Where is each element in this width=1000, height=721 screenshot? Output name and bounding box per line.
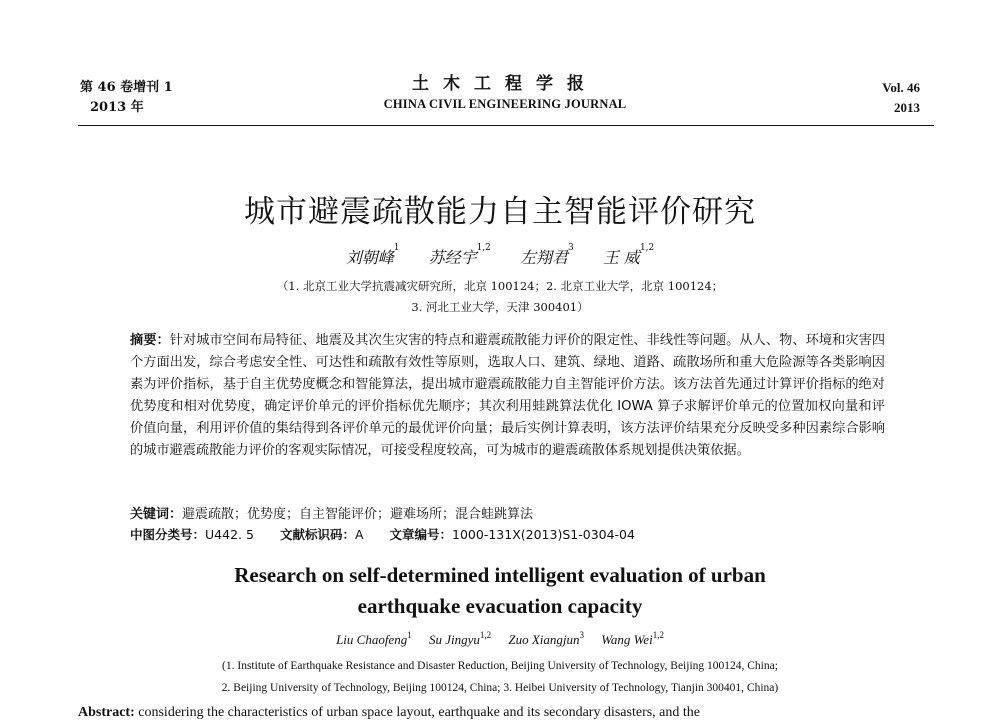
abstract-text: 针对城市空间布局特征、地震及其次生灾害的特点和避震疏散能力评价的限定性、非线性等问题。从人、物、环境和灾害四个方面出发，综合考虑安全性、可达性和疏散有效性等原则，选取人口、建筑、绿地、道路、疏散场所和重大危险源等各类影响因素为评价指标，基于自主优势度概念和智能算法，提出城市避震疏散能力自主智能评价方法。该方法首先通过计算评价指标的绝对优势度和相对优势度，确定评价单元的评价指标优先顺序；其次利用蛙跳算法优化 IOWA 算子求解评价单元的位置加权向量和评价值向量，利用评价值的集结得到各评价单元的最优评价向量；最后实例计算表明，该方法评价结果充分反映受多种因素综合影响的城市避震疏散能力评价的客观实际情况，可接受程度较高，可为城市的避震疏散体系规划提供决策依据。 — [130, 333, 886, 458]
author-en: Wang Wei$^{1,2}$ — [601, 630, 664, 647]
abstract-en-label: Abstract: — [78, 705, 135, 720]
author-zh: 刘朝峰$^1$ — [345, 243, 400, 267]
keywords-label: 关键词： — [130, 507, 183, 522]
volume-info — [882, 78, 920, 118]
doc-code-value: A — [354, 527, 364, 542]
author-en: Zuo Xiangjun$^3$ — [508, 630, 585, 647]
abstract-zh — [130, 330, 885, 461]
volume-number: Vol. 46 — [882, 80, 920, 95]
affiliation-en-line: (1. Institute of Earthquake Resistance and Disaster Reduction, Beijing University of Technology, Beijing 100124, China; — [222, 660, 778, 672]
author-zh: 王 威$^{1,2}$ — [602, 243, 655, 267]
author-en: Su Jingyu$^{1,2}$ — [428, 630, 492, 647]
issue-year: 2013 年 — [90, 100, 144, 115]
keywords-zh — [130, 503, 890, 522]
title-en-line: earthquake evacuation capacity — [357, 594, 643, 618]
abstract-label: 摘要： — [130, 333, 170, 348]
author-zh: 苏经宇$^{1,2}$ — [428, 243, 491, 267]
issue-volume: 第 46 卷增刊 1 — [80, 80, 173, 95]
doc-code-label: 文献标识码： — [279, 527, 355, 542]
journal-title-en: CHINA CIVIL ENGINEERING JOURNAL — [383, 97, 627, 111]
article-no-label: 文章编号： — [389, 527, 453, 542]
classification-line — [130, 525, 890, 543]
keywords-text: 避震疏散；优势度；自主智能评价；避难场所；混合蛙跳算法 — [182, 507, 534, 522]
abstract-en — [78, 705, 938, 721]
affiliations-zh — [0, 276, 1000, 318]
journal-title — [340, 72, 670, 112]
article-title-en — [0, 560, 1000, 622]
abstract-en-text: considering the characteristics of urban space layout, earthquake and its secondary disasters, and the — [138, 705, 701, 720]
affiliation-zh-line: 3. 河北工业大学，天津 300401） — [411, 300, 589, 314]
clc-value: U442. 5 — [205, 527, 254, 542]
issue-info — [80, 78, 173, 118]
title-en-line: Research on self-determined intelligent evaluation of urban — [234, 563, 766, 587]
authors-zh — [0, 245, 1000, 268]
volume-year: 2013 — [894, 100, 920, 115]
affiliations-en — [0, 655, 1000, 699]
author-zh: 左翔君$^3$ — [520, 243, 574, 267]
header-rule — [78, 125, 934, 126]
authors-en — [0, 632, 1000, 648]
affiliation-zh-line: （1. 北京工业大学抗震减灾研究所，北京 100124；2. 北京工业大学，北京 100124； — [276, 279, 724, 293]
clc-label: 中图分类号： — [130, 527, 206, 542]
journal-title-zh: 土木工程学报 — [412, 74, 598, 94]
affiliation-en-line: 2. Beijing University of Technology, Beijing 100124, China; 3. Heibei University of Technology, Tianjin 300401, China) — [221, 682, 779, 694]
author-en: Liu Chaofeng$^1$ — [336, 630, 412, 647]
article-title-zh: 城市避震疏散能力自主智能评价研究 — [244, 194, 756, 230]
article-no-value: 1000-131X(2013)S1-0304-04 — [452, 527, 635, 542]
